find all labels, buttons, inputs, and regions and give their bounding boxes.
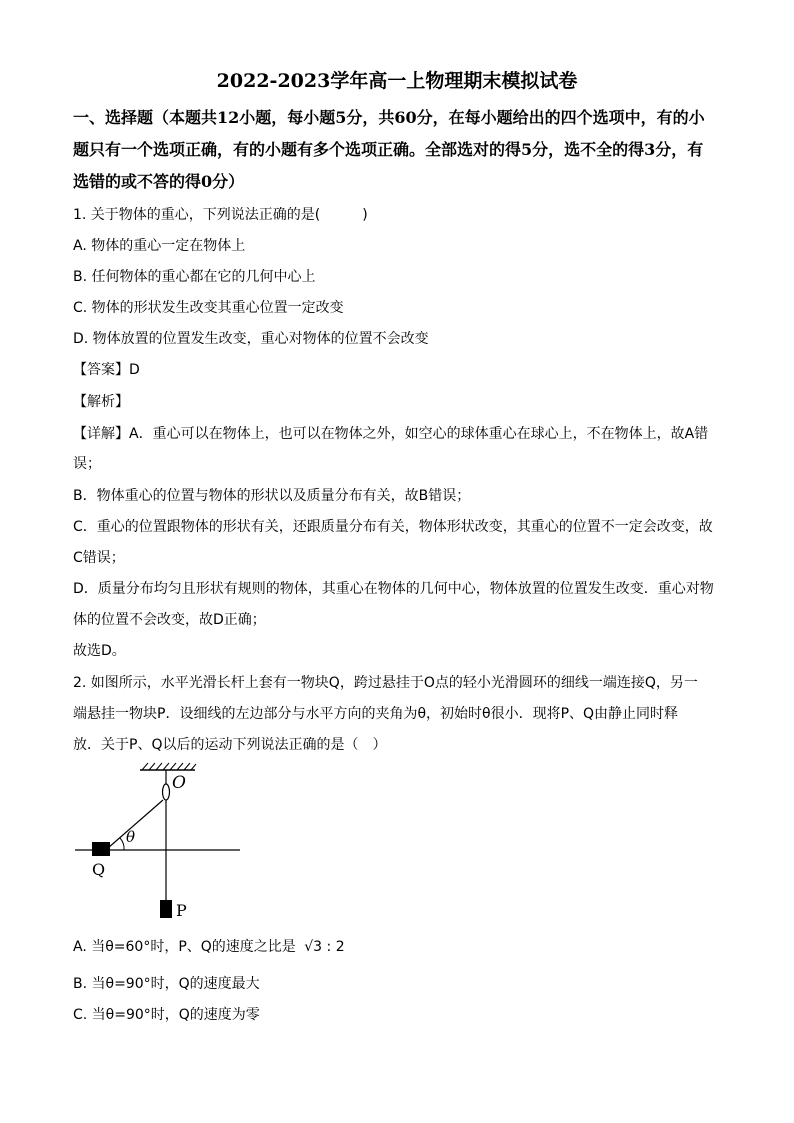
detail-line: 误； xyxy=(73,456,101,472)
block-p xyxy=(160,900,172,918)
section-heading-line-1: 一、选择题（本题共12小题，每小题5分，共60分，在每小题给出的四个选项中，有的小 xyxy=(73,108,705,127)
analysis-tag: 【解析】 xyxy=(73,394,129,410)
detail-line: D．质量分布均匀且形状有规则的物体，其重心在物体的几何中心，物体放置的位置发生改变．重心对物 xyxy=(73,581,714,597)
question-2-stem-line-3: 放．关于P、Q以后的运动下列说法正确的是（ ） xyxy=(73,737,387,753)
question-1-stem: 1. 关于物体的重心，下列说法正确的是( ) xyxy=(73,207,368,223)
answer-tag: 【答案】D xyxy=(73,362,140,378)
label-o: O xyxy=(172,773,186,793)
detail-line: 【详解】A．重心可以在物体上，也可以在物体之外，如空心的球体重心在球心上，不在物体上，故A错 xyxy=(73,426,709,442)
label-p: P xyxy=(176,901,187,920)
angle-arc xyxy=(120,838,124,850)
inclined-string xyxy=(108,800,163,848)
question-1-option-b: B. 任何物体的重心都在它的几何中心上 xyxy=(73,269,316,285)
question-1-option-a: A. 物体的重心一定在物体上 xyxy=(73,238,246,254)
block-q xyxy=(92,842,110,856)
label-theta: θ xyxy=(126,828,136,846)
section-heading-line-2: 题只有一个选项正确，有的小题有多个选项正确。全部选对的得5分，选不全的得3分，有 xyxy=(73,140,704,159)
question-2-option-a xyxy=(73,936,733,956)
detail-line: 体的位置不会改变，故D正确； xyxy=(73,612,266,628)
option-a-text: A. 当θ=60°时，P、Q的速度之比是 xyxy=(73,939,296,955)
question-1-option-d: D. 物体放置的位置发生改变，重心对物体的位置不会改变 xyxy=(73,331,429,347)
pulley-figure xyxy=(70,758,250,923)
label-q: Q xyxy=(92,860,106,879)
pulley-ring xyxy=(163,784,170,800)
page-title: 2022-2023学年高一上物理期末模拟试卷 xyxy=(216,70,578,92)
ceiling-hatch xyxy=(142,763,196,770)
question-2-option-b: B. 当θ=90°时，Q的速度最大 xyxy=(73,976,260,992)
question-2-stem-line-1: 2. 如图所示，水平光滑长杆上套有一物块Q，跨过悬挂于O点的轻小光滑圆环的细线一端连接Q，另一 xyxy=(73,675,698,691)
question-1-option-c: C. 物体的形状发生改变其重心位置一定改变 xyxy=(73,300,344,316)
detail-line: C．重心的位置跟物体的形状有关，还跟质量分布有关，物体形状改变，其重心的位置不一定会改变，故 xyxy=(73,519,713,535)
detail-line: 故选D。 xyxy=(73,643,126,659)
speed-ratio: √3 : 2 xyxy=(304,939,345,955)
section-heading-line-3: 选错的或不答的得0分） xyxy=(73,172,245,191)
question-2-stem-line-2: 端悬挂一物块P．设细线的左边部分与水平方向的夹角为θ，初始时θ很小．现将P、Q由静止同时释 xyxy=(73,706,679,722)
detail-line: C错误； xyxy=(73,550,125,566)
question-2-option-c: C. 当θ=90°时，Q的速度为零 xyxy=(73,1007,260,1023)
detail-line: B．物体重心的位置与物体的形状以及质量分布有关，故B错误； xyxy=(73,488,471,504)
